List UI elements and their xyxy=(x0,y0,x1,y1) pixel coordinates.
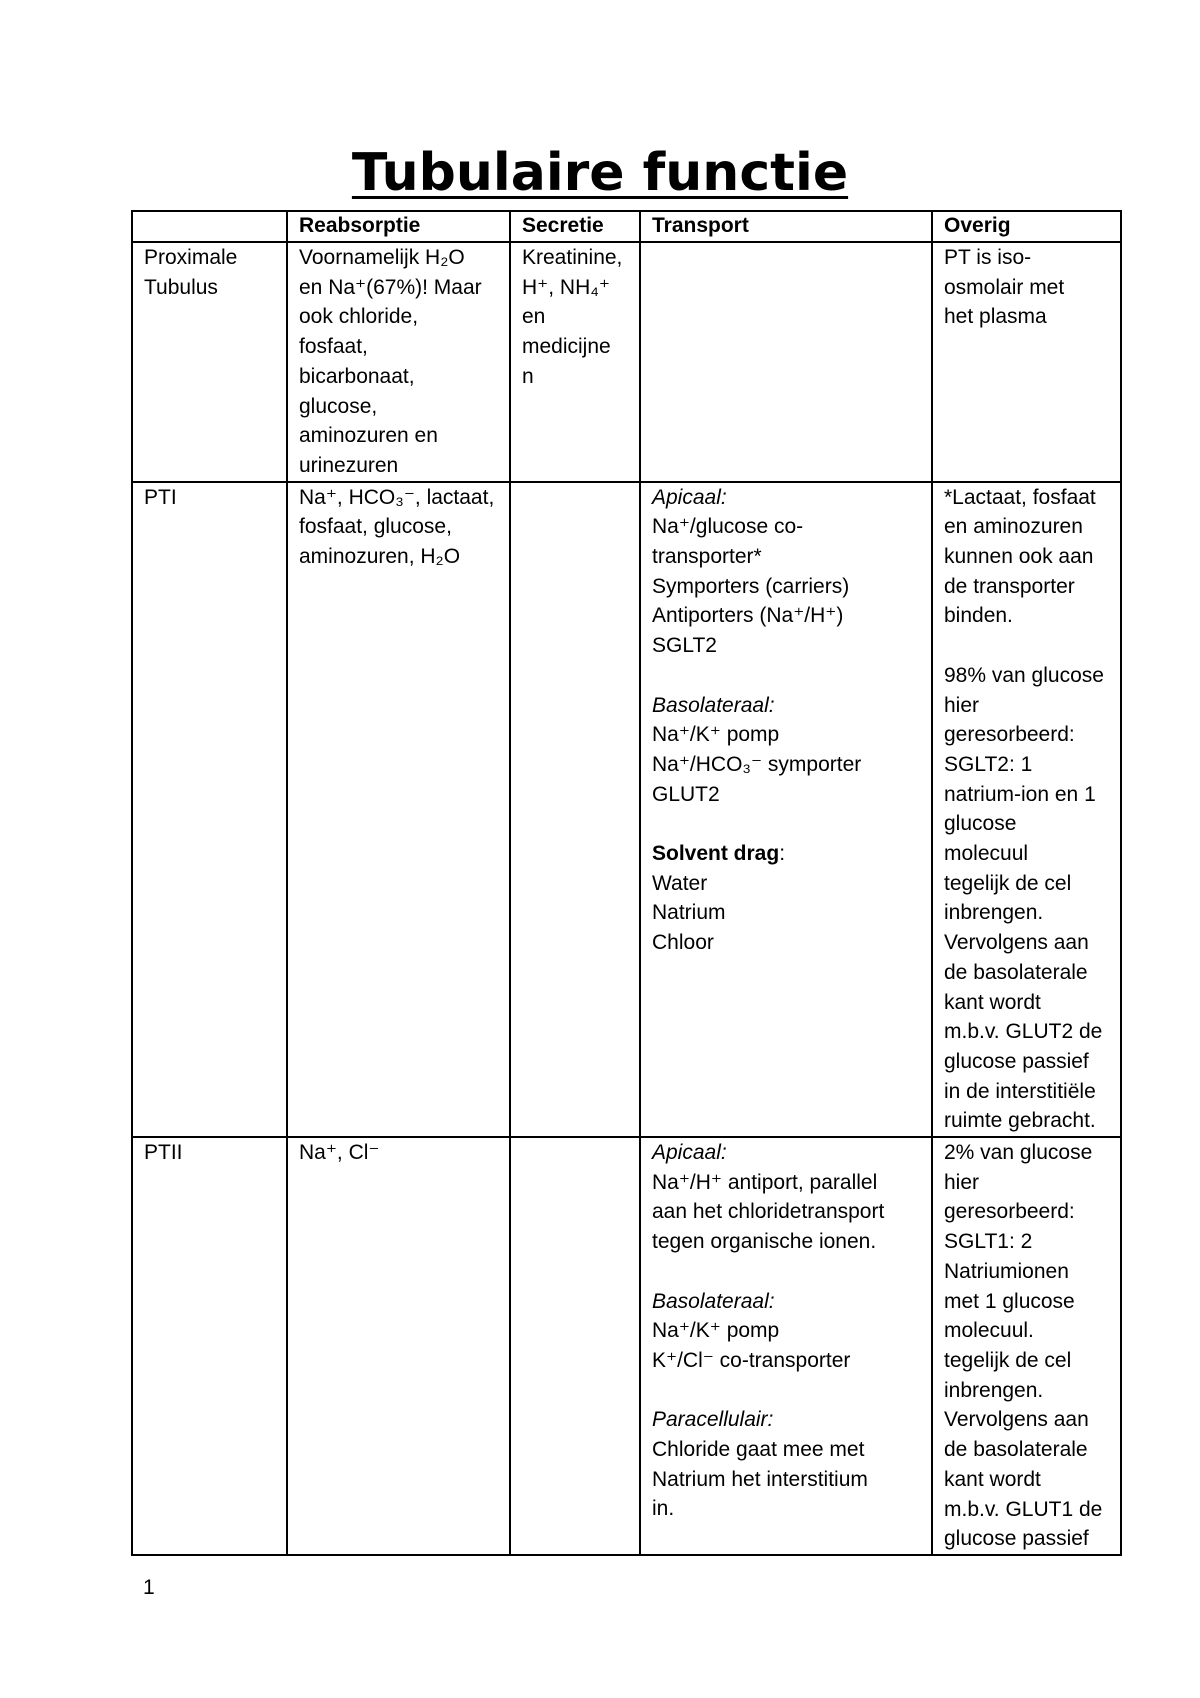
text-line: *Lactaat, fosfaat xyxy=(944,485,1096,509)
overig-cell xyxy=(932,242,1121,482)
text-line: PT is iso- xyxy=(944,246,1032,269)
page-title: Tubulaire functie xyxy=(351,143,849,203)
text-line: bicarbonaat, xyxy=(299,364,415,388)
text-line: 2% van glucose xyxy=(944,1141,1093,1165)
text-line: geresorbeerd: xyxy=(944,723,1075,747)
row-label-cell xyxy=(132,1137,287,1555)
text-line: aminozuren, H₂O xyxy=(299,545,461,569)
text-line: in de interstitiële xyxy=(944,1079,1096,1103)
text-line: H⁺, NH₄⁺ xyxy=(522,275,610,299)
text-line: kunnen ook aan xyxy=(944,545,1094,569)
text-line: Voornamelijk H₂O xyxy=(299,246,465,269)
apicaal-heading: Apicaal: xyxy=(652,485,727,509)
secretie-cell xyxy=(510,242,640,482)
text-line: aan het chloridetransport xyxy=(652,1200,885,1224)
text-line: de basolaterale xyxy=(944,960,1088,984)
text-line: glucose, xyxy=(299,394,378,418)
text-line: medicijne xyxy=(522,335,611,359)
text-line: Chloor xyxy=(652,931,714,955)
header-overig: Overig xyxy=(932,211,1121,242)
text-line: glucose passief xyxy=(944,1527,1089,1551)
text-line: de basolaterale xyxy=(944,1438,1088,1462)
paracellulair-heading: Paracellulair: xyxy=(652,1408,774,1432)
text-line: Natrium xyxy=(652,901,726,925)
text-line: binden. xyxy=(944,604,1013,628)
text-line: Kreatinine, xyxy=(522,246,623,269)
text-line: geresorbeerd: xyxy=(944,1200,1075,1224)
text-line: aminozuren en xyxy=(299,424,438,448)
table-row-ptii xyxy=(132,1137,1121,1555)
text-line: GLUT2 xyxy=(652,782,720,806)
row-label-line: PTII xyxy=(144,1141,183,1165)
text-line: Vervolgens aan xyxy=(944,1408,1089,1432)
tubulaire-functie-table xyxy=(131,210,1122,1556)
text-line: K⁺/Cl⁻ co-transporter xyxy=(652,1348,851,1372)
text-line: Chloride gaat mee met xyxy=(652,1438,865,1462)
solvent-drag-heading xyxy=(652,839,921,869)
text-line: urinezuren xyxy=(299,453,399,477)
row-label-line: PTI xyxy=(144,485,177,509)
text-line: tegen organische ionen. xyxy=(652,1230,877,1254)
text-line: Symporters (carriers) xyxy=(652,574,850,598)
text-line: kant wordt xyxy=(944,990,1041,1014)
header-transport: Transport xyxy=(640,211,932,242)
spacer xyxy=(652,1257,921,1287)
text-line: tegelijk de cel xyxy=(944,871,1072,895)
text-line: glucose passief xyxy=(944,1049,1089,1073)
text-line: m.b.v. GLUT2 de xyxy=(944,1020,1103,1044)
text-line: Natrium het interstitium xyxy=(652,1467,868,1491)
transport-cell xyxy=(640,242,932,482)
text-line: hier xyxy=(944,693,980,717)
reabsorptie-cell xyxy=(287,242,510,482)
spacer xyxy=(652,1376,921,1406)
text-line: de transporter xyxy=(944,574,1075,598)
solvent-drag-colon: : xyxy=(779,842,786,866)
overig-cell xyxy=(932,482,1121,1137)
solvent-drag-bold: Solvent drag xyxy=(652,842,780,866)
text-line: 98% van glucose xyxy=(944,663,1104,687)
text-line: en xyxy=(522,305,546,329)
text-line: Vervolgens aan xyxy=(944,931,1089,955)
text-line: molecuul xyxy=(944,842,1029,866)
text-line: transporter* xyxy=(652,545,762,569)
text-line: Na⁺, HCO₃⁻, lactaat, xyxy=(299,485,495,509)
transport-cell xyxy=(640,1137,932,1555)
text-line: glucose xyxy=(944,812,1017,836)
spacer xyxy=(944,631,1110,661)
table-header-row xyxy=(132,211,1121,242)
basolateraal-heading: Basolateraal: xyxy=(652,1289,775,1313)
text-line: Na⁺/K⁺ pomp xyxy=(652,1319,780,1343)
text-line: met 1 glucose xyxy=(944,1289,1075,1313)
text-line: het plasma xyxy=(944,305,1047,329)
row-label-line: Proximale xyxy=(144,246,238,269)
header-secretie: Secretie xyxy=(510,211,640,242)
table-row-proximale-tubulus xyxy=(132,242,1121,482)
text-line: n xyxy=(522,364,534,388)
text-line: Natriumionen xyxy=(944,1259,1069,1283)
secretie-cell xyxy=(510,1137,640,1555)
text-line: ruimte gebracht. xyxy=(944,1109,1096,1133)
basolateraal-heading: Basolateraal: xyxy=(652,693,775,717)
header-empty xyxy=(132,211,287,242)
text-line: fosfaat, glucose, xyxy=(299,515,452,539)
text-line: Na⁺/H⁺ antiport, parallel xyxy=(652,1170,878,1194)
text-line: Na⁺, Cl⁻ xyxy=(299,1141,380,1165)
text-line: natrium-ion en 1 xyxy=(944,782,1096,806)
reabsorptie-cell xyxy=(287,1137,510,1555)
overig-cell xyxy=(932,1137,1121,1555)
text-line: kant wordt xyxy=(944,1467,1041,1491)
text-line: en aminozuren xyxy=(944,515,1083,539)
text-line: en Na⁺(67%)! Maar xyxy=(299,275,482,299)
text-line: Na⁺/HCO₃⁻ symporter xyxy=(652,752,862,776)
table-row-pti xyxy=(132,482,1121,1137)
text-line: molecuul. xyxy=(944,1319,1034,1343)
apicaal-heading: Apicaal: xyxy=(652,1141,727,1165)
text-line: in. xyxy=(652,1497,675,1521)
spacer xyxy=(652,661,921,691)
reabsorptie-cell xyxy=(287,482,510,1137)
text-line: hier xyxy=(944,1170,980,1194)
header-reabsorptie: Reabsorptie xyxy=(287,211,510,242)
text-line: osmolair met xyxy=(944,275,1065,299)
row-label-cell xyxy=(132,482,287,1137)
text-line: fosfaat, xyxy=(299,335,368,359)
text-line: ook chloride, xyxy=(299,305,419,329)
page-number: 1 xyxy=(143,1576,155,1599)
transport-cell xyxy=(640,482,932,1137)
row-label-cell xyxy=(132,242,287,482)
text-line: inbrengen. xyxy=(944,901,1044,925)
text-line: SGLT2: 1 xyxy=(944,752,1033,776)
text-line: Na⁺/K⁺ pomp xyxy=(652,723,780,747)
text-line: SGLT2 xyxy=(652,634,717,658)
spacer xyxy=(652,809,921,839)
secretie-cell xyxy=(510,482,640,1137)
text-line: inbrengen. xyxy=(944,1378,1044,1402)
text-line: Water xyxy=(652,871,708,895)
text-line: m.b.v. GLUT1 de xyxy=(944,1497,1103,1521)
text-line: Antiporters (Na⁺/H⁺) xyxy=(652,604,844,628)
text-line: tegelijk de cel xyxy=(944,1349,1072,1372)
row-label-line: Tubulus xyxy=(144,275,218,299)
text-line: SGLT1: 2 xyxy=(944,1230,1033,1254)
text-line: Na⁺/glucose co- xyxy=(652,515,804,539)
